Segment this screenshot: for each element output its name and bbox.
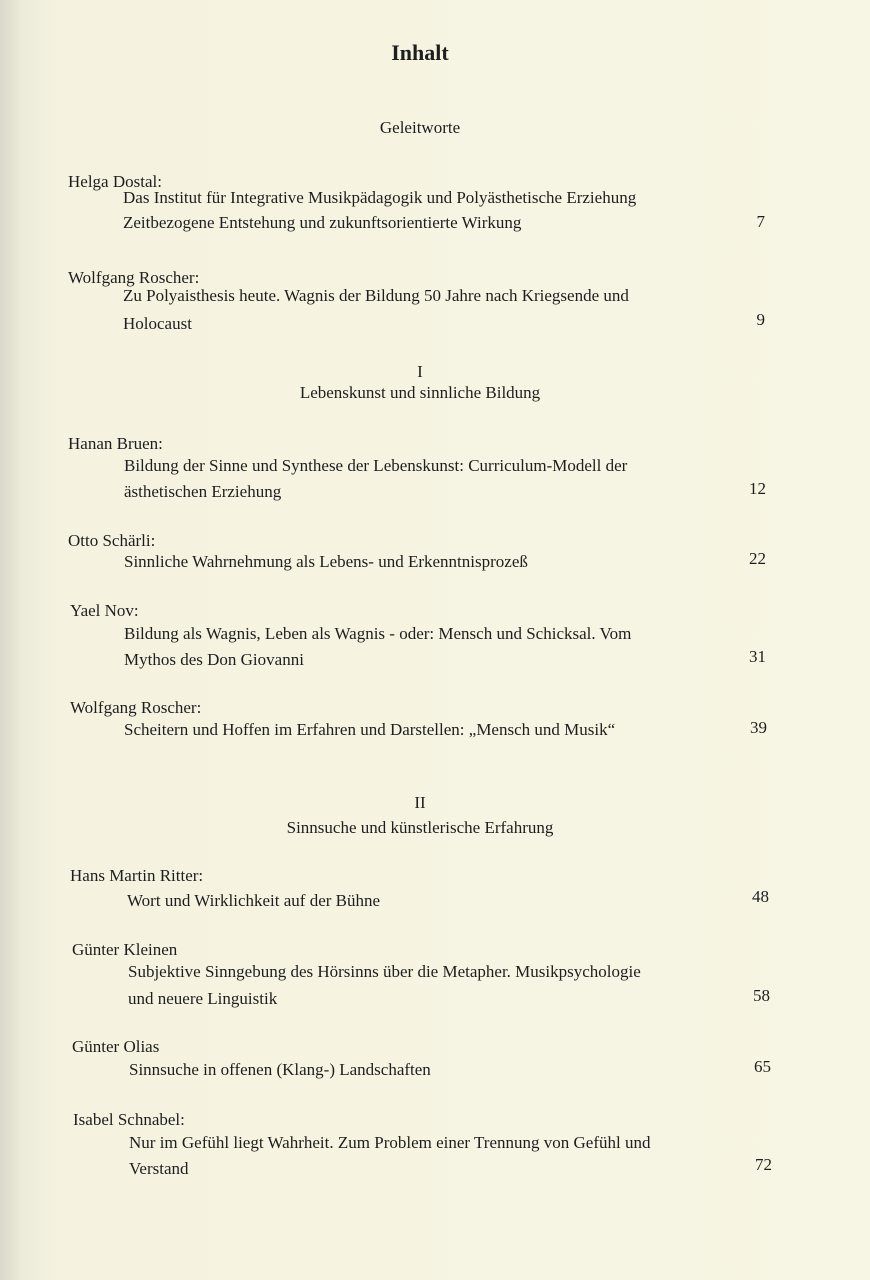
entry-title-line: Mythos des Don Giovanni [124, 650, 304, 669]
entry-author: Isabel Schnabel: [73, 1110, 185, 1129]
entry-author: Yael Nov: [70, 601, 139, 620]
entry-title-line: Holocaust [123, 314, 192, 333]
entry-title-line: Subjektive Sinngebung des Hörsinns über die Metapher. Musikpsychologie [128, 962, 641, 981]
entry-title-line: Bildung der Sinne und Synthese der Lebenskunst: Curriculum-Modell der [124, 456, 628, 475]
entry-page-number: 58 [753, 986, 770, 1005]
entry-title-line: Verstand [129, 1159, 189, 1178]
entry-title-line: Scheitern und Hoffen im Erfahren und Darstellen: „Mensch und Musik“ [124, 720, 616, 739]
entry-page-number: 39 [750, 718, 767, 737]
geleitworte-heading: Geleitworte [379, 118, 461, 137]
entry-page-number: 48 [752, 887, 769, 906]
entry-title-line: Zu Polyaisthesis heute. Wagnis der Bildung 50 Jahre nach Kriegsende und [123, 286, 629, 305]
entry-page-number: 22 [749, 549, 766, 568]
entry-author: Hans Martin Ritter: [70, 866, 204, 885]
entry-page-number: 72 [755, 1155, 772, 1174]
section-title: Lebenskunst und sinnliche Bildung [299, 383, 541, 402]
entry-page-number: 7 [756, 212, 765, 231]
entry-author: Wolfgang Roscher: [70, 698, 202, 717]
entry-title-line: Sinnliche Wahrnehmung als Lebens- und Erkenntnisprozeß [124, 552, 528, 571]
section-number: I [417, 362, 423, 381]
entry-title-line: Wort und Wirklichkeit auf der Bühne [127, 891, 381, 910]
entry-page-number: 65 [754, 1057, 771, 1076]
section-number: II [414, 793, 426, 812]
entry-title-line: Sinnsuche in offenen (Klang-) Landschaften [129, 1060, 431, 1079]
entry-author: Günter Kleinen [72, 940, 178, 959]
entry-author: Helga Dostal: [68, 172, 162, 191]
section-title: Sinnsuche und künstlerische Erfahrung [286, 818, 554, 837]
entry-title-line: Nur im Gefühl liegt Wahrheit. Zum Problem einer Trennung von Gefühl und [129, 1133, 651, 1152]
entry-page-number: 31 [749, 647, 766, 666]
entry-title-line: und neuere Linguistik [128, 989, 278, 1008]
entry-page-number: 12 [749, 479, 766, 498]
entry-author: Wolfgang Roscher: [68, 268, 200, 287]
entry-title-line: Zeitbezogene Entstehung und zukunftsorientierte Wirkung [123, 213, 522, 232]
entry-author: Otto Schärli: [68, 531, 156, 550]
entry-title-line: Das Institut für Integrative Musikpädagogik und Polyästhetische Erziehung [123, 188, 637, 207]
entry-author: Hanan Bruen: [68, 434, 163, 453]
entry-author: Günter Olias [72, 1037, 160, 1056]
entry-title-line: ästhetischen Erziehung [124, 482, 282, 501]
entry-title-line: Bildung als Wagnis, Leben als Wagnis - oder: Mensch und Schicksal. Vom [124, 624, 632, 643]
page-title: Inhalt [391, 40, 449, 65]
entry-page-number: 9 [756, 310, 765, 329]
